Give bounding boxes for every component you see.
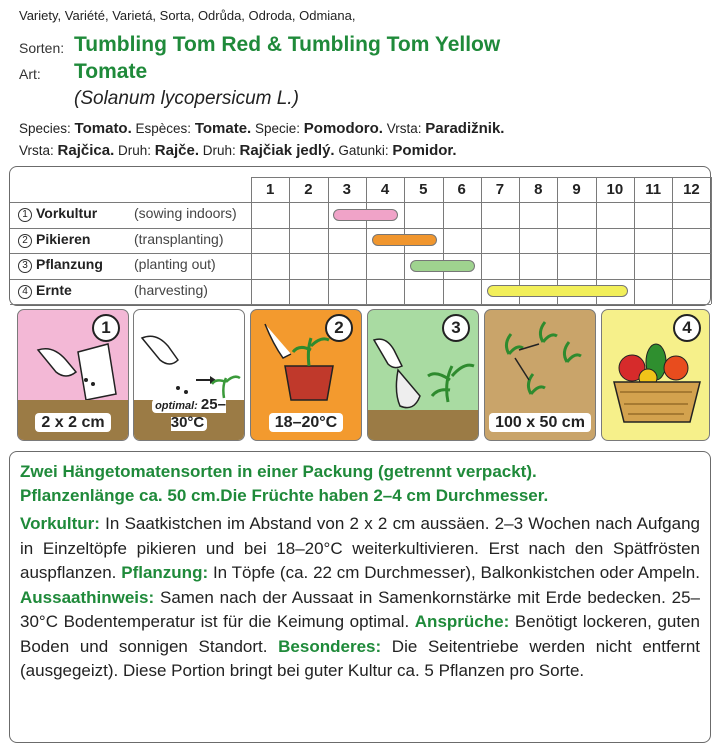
species-value: Paradižnik. [425, 120, 505, 137]
month-label: 4 [380, 181, 390, 198]
intro-line-1: Zwei Hängetomatensorten in einer Packung (getrennt verpackt). [20, 462, 537, 481]
text-aussaathinweis: Samen nach der Aussaat in Samenkornstärke mit Erde bedecken. 25–30°C Bodentemperatur ist für die Keimung optimal. [20, 587, 700, 631]
soil-strip [368, 410, 478, 440]
panel-transplanting [250, 309, 362, 441]
calendar-row-vorkultur [18, 205, 237, 222]
step-number-badge: 3 [442, 314, 470, 342]
keyword-aussaathinweis: Aussaathinweis: [20, 587, 155, 607]
panel-planting-out [367, 309, 479, 441]
species-label: Vrsta: [19, 143, 54, 158]
grid-line [10, 304, 711, 305]
month-label: 6 [457, 181, 466, 198]
calendar-row-pflanzung [18, 256, 216, 273]
species-value: Pomidor. [392, 142, 457, 159]
grid-line [251, 177, 711, 178]
grid-line [10, 253, 711, 254]
variety-label: Variety, Variété, Varietá, Sorta, Odrůda, Odroda, Odmiana, [19, 8, 356, 23]
row-label-en: (sowing indoors) [134, 205, 237, 221]
text-pflanzung: In Töpfe (ca. 22 cm Durchmesser), Balkonkistchen oder Ampeln. [208, 563, 700, 582]
species-line-1 [19, 120, 504, 137]
species-label: Gatunki: [338, 143, 389, 158]
sorten-label: Sorten: [19, 40, 65, 56]
species-value: Rajčiak jedlý. [239, 142, 335, 159]
grid-line [711, 177, 712, 304]
text-besonderes: Die Seitentriebe werden nicht entfernt (ausgegeizt). Diese Portion bringt bei guter Kultur ca. 5 Pflanzen pro Sorte. [20, 636, 700, 680]
plant-spacing-icon [485, 310, 596, 410]
row-number-badge: 3 [18, 259, 32, 273]
row-label-de: Pflanzung [36, 256, 103, 272]
grid-line [10, 228, 711, 229]
spacing-caption: 100 x 50 cm [489, 413, 591, 432]
grid-line [481, 177, 482, 304]
month-label: 8 [534, 181, 543, 198]
panel-sowing [17, 309, 129, 441]
calendar-bar-pflanzung [410, 260, 475, 272]
art-label: Art: [19, 66, 41, 82]
month-label: 3 [342, 181, 351, 198]
cultivation-instructions [20, 512, 700, 684]
species-label: Vrsta: [386, 121, 422, 136]
step-number-badge: 4 [673, 314, 701, 342]
species-label: Species: [19, 121, 71, 136]
grid-line [672, 177, 673, 304]
month-label: 2 [304, 181, 313, 198]
germination-temp-caption [152, 396, 226, 431]
keyword-pflanzung: Pflanzung: [121, 563, 209, 582]
species-value: Tomate. [194, 120, 252, 137]
text-vorkultur: In Saatkistchen im Abstand von 2 x 2 cm aussäen. 2–3 Wochen nach Aufgang in Einzeltöpfe pikieren und bei 18–20°C weiterkultivieren. Erst nach den Spätfrösten auspflanzen. [20, 514, 700, 582]
grid-line [328, 177, 329, 304]
species-label: Espèces: [135, 121, 192, 136]
panel-spacing [484, 309, 596, 441]
temp-value: 25–30°C [170, 396, 226, 431]
keyword-besonderes: Besonderes: [278, 636, 382, 656]
row-label-en: (harvesting) [134, 282, 208, 298]
month-label: 7 [495, 181, 505, 198]
seed-sprout-icon [134, 310, 245, 410]
month-label: 1 [265, 181, 275, 198]
keyword-ansprueche: Ansprüche: [414, 612, 510, 631]
step-number-badge: 2 [325, 314, 353, 342]
month-label: 11 [645, 181, 662, 198]
species-label: Druh: [202, 143, 236, 158]
month-label: 10 [606, 181, 624, 198]
grid-line [443, 177, 444, 304]
row-label-de: Pikieren [36, 231, 91, 247]
species-value: Tomato. [74, 120, 132, 137]
panel-harvest [601, 309, 710, 441]
grid-line [289, 177, 290, 304]
optimal-label: optimal: [155, 400, 198, 412]
species-label: Druh: [118, 143, 152, 158]
grid-line [251, 177, 252, 304]
row-label-en: (transplanting) [134, 231, 224, 247]
row-number-badge: 4 [18, 285, 32, 299]
calendar-row-pikieren [18, 231, 224, 248]
grid-line [10, 279, 711, 280]
species-value: Pomodoro. [303, 120, 383, 137]
grid-line [366, 177, 367, 304]
intro-line-2: Pflanzenlänge ca. 50 cm.Die Früchte haben 2–4 cm Durchmesser. [20, 486, 549, 505]
latin-name: (Solanum lycopersicum L.) [74, 88, 299, 109]
calendar-row-ernte [18, 282, 208, 299]
row-label-de: Ernte [36, 282, 72, 298]
species-line-2 [19, 142, 457, 159]
grid-line [10, 202, 711, 203]
text-ansprueche: Benötigt lockeren, guten Boden und sonnigen Standort. [20, 612, 700, 656]
month-label: 12 [683, 181, 700, 198]
keyword-vorkultur: Vorkultur: [20, 514, 100, 533]
row-number-badge: 1 [18, 208, 32, 222]
calendar-bar-pikieren [372, 234, 437, 246]
month-label: 9 [572, 181, 581, 198]
calendar-bar-vorkultur [333, 209, 398, 221]
step-number-badge: 1 [92, 314, 120, 342]
species-label: Specie: [255, 121, 301, 136]
spacing-caption: 2 x 2 cm [35, 413, 110, 432]
temperature-caption: 18–20°C [269, 413, 343, 432]
panel-germination [133, 309, 245, 441]
row-number-badge: 2 [18, 234, 32, 248]
species-value: Rajčica. [57, 142, 115, 159]
month-label: 5 [419, 181, 428, 198]
art-name: Tomate [74, 60, 148, 83]
calendar-bar-ernte [487, 285, 629, 297]
variety-name: Tumbling Tom Red & Tumbling Tom Yellow [74, 33, 501, 56]
row-label-en: (planting out) [134, 256, 216, 272]
row-label-de: Vorkultur [36, 205, 98, 221]
sowing-calendar [9, 166, 711, 306]
grid-line [634, 177, 635, 304]
description-box [9, 451, 711, 743]
species-value: Rajče. [154, 142, 199, 159]
